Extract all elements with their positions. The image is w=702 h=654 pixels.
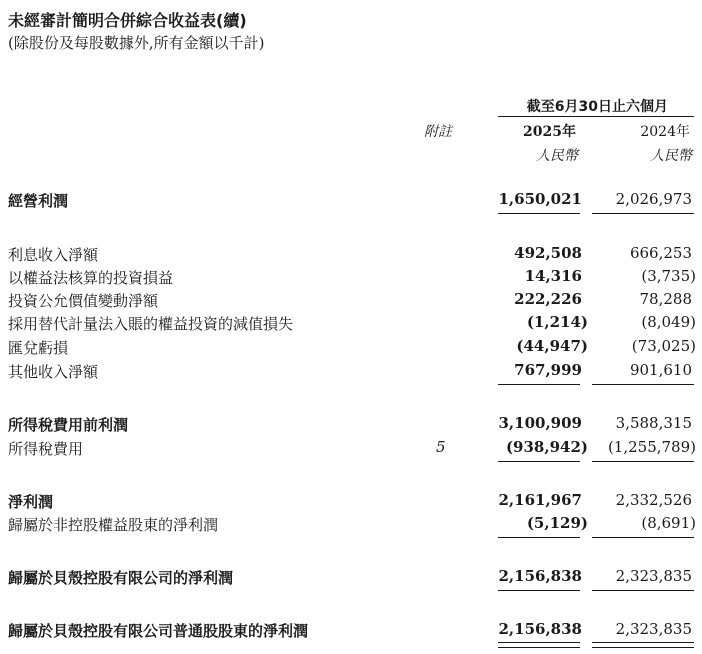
table-row [0, 190, 702, 213]
table-row [0, 337, 702, 360]
value-2025: 2,156,838 [498, 620, 582, 638]
table-row [0, 267, 702, 290]
value-2024: 2,332,526 [615, 491, 692, 509]
row-label: 歸屬於貝殼控股有限公司普通股股東的淨利潤 [8, 622, 309, 640]
period-header: 截至6月30日止六個月 [526, 99, 668, 115]
row-label: 經營利潤 [8, 192, 69, 210]
table-row [0, 567, 702, 590]
value-2025: 767,999 [514, 361, 582, 379]
table-row [0, 491, 702, 514]
row-label: 匯兌虧損 [8, 339, 69, 357]
currency-2024-header: 人民幣 [650, 148, 692, 164]
row-label: 投資公允價值變動淨額 [8, 292, 159, 310]
year-2025-header: 2025年 [523, 124, 576, 140]
year-2024-header: 2024年 [640, 124, 690, 140]
row-label: 淨利潤 [8, 493, 54, 511]
rule [592, 461, 694, 462]
row-label: 採用替代計量法入賬的權益投資的減值損失 [8, 315, 294, 333]
rule [498, 213, 580, 214]
rule [498, 461, 580, 462]
row-label: 其他收入淨額 [8, 363, 99, 381]
row-label: 歸屬於非控股權益股東的淨利潤 [8, 516, 219, 534]
value-2024: (3,735) [641, 267, 696, 285]
period-underline [498, 116, 694, 117]
table-row [0, 290, 702, 313]
value-2024: (1,255,789) [607, 438, 696, 456]
table-row [0, 514, 702, 537]
table-row [0, 244, 702, 267]
value-2025: 492,508 [514, 244, 582, 262]
value-2024: (73,025) [631, 337, 696, 355]
row-label: 所得稅費用前利潤 [8, 416, 129, 434]
rule [592, 537, 694, 538]
value-2025: (1,214) [526, 313, 588, 331]
value-2024: (8,049) [641, 313, 696, 331]
note-column-header: 附註 [424, 124, 452, 140]
table-row [0, 438, 702, 461]
value-2025: 222,226 [514, 290, 582, 308]
page-subtitle: (除股份及每股數據外,所有金額以千計) [8, 34, 265, 52]
value-2025: 2,161,967 [498, 491, 582, 509]
rule [592, 213, 694, 214]
value-2024: 2,026,973 [615, 190, 692, 208]
value-2025: (938,942) [505, 438, 588, 456]
value-2024: 2,323,835 [615, 567, 692, 585]
value-2025: (44,947) [516, 337, 588, 355]
rule [498, 590, 580, 591]
row-label: 所得稅費用 [8, 440, 84, 458]
value-2025: 2,156,838 [498, 567, 582, 585]
rule [498, 384, 580, 385]
value-2024: 3,588,315 [615, 414, 692, 432]
value-2025: (5,129) [526, 514, 588, 532]
value-2024: 666,253 [629, 244, 692, 262]
row-label: 以權益法核算的投資損益 [8, 269, 174, 287]
value-2024: 2,323,835 [615, 620, 692, 638]
value-2025: 1,650,021 [498, 190, 582, 208]
table-row [0, 313, 702, 336]
double-rule [592, 642, 694, 648]
rule [592, 590, 694, 591]
value-2024: 78,288 [639, 290, 692, 308]
table-row [0, 361, 702, 384]
note-ref: 5 [436, 438, 446, 456]
value-2025: 14,316 [524, 267, 582, 285]
page-title: 未經審計簡明合併綜合收益表(續) [8, 11, 247, 30]
rule [592, 384, 694, 385]
double-rule [498, 642, 580, 648]
row-label: 利息收入淨額 [8, 246, 99, 264]
table-row [0, 620, 702, 643]
currency-2025-header: 人民幣 [536, 148, 578, 164]
value-2024: (8,691) [641, 514, 696, 532]
value-2024: 901,610 [629, 361, 692, 379]
rule [498, 537, 580, 538]
row-label: 歸屬於貝殼控股有限公司的淨利潤 [8, 569, 234, 587]
table-row [0, 414, 702, 437]
value-2025: 3,100,909 [498, 414, 582, 432]
